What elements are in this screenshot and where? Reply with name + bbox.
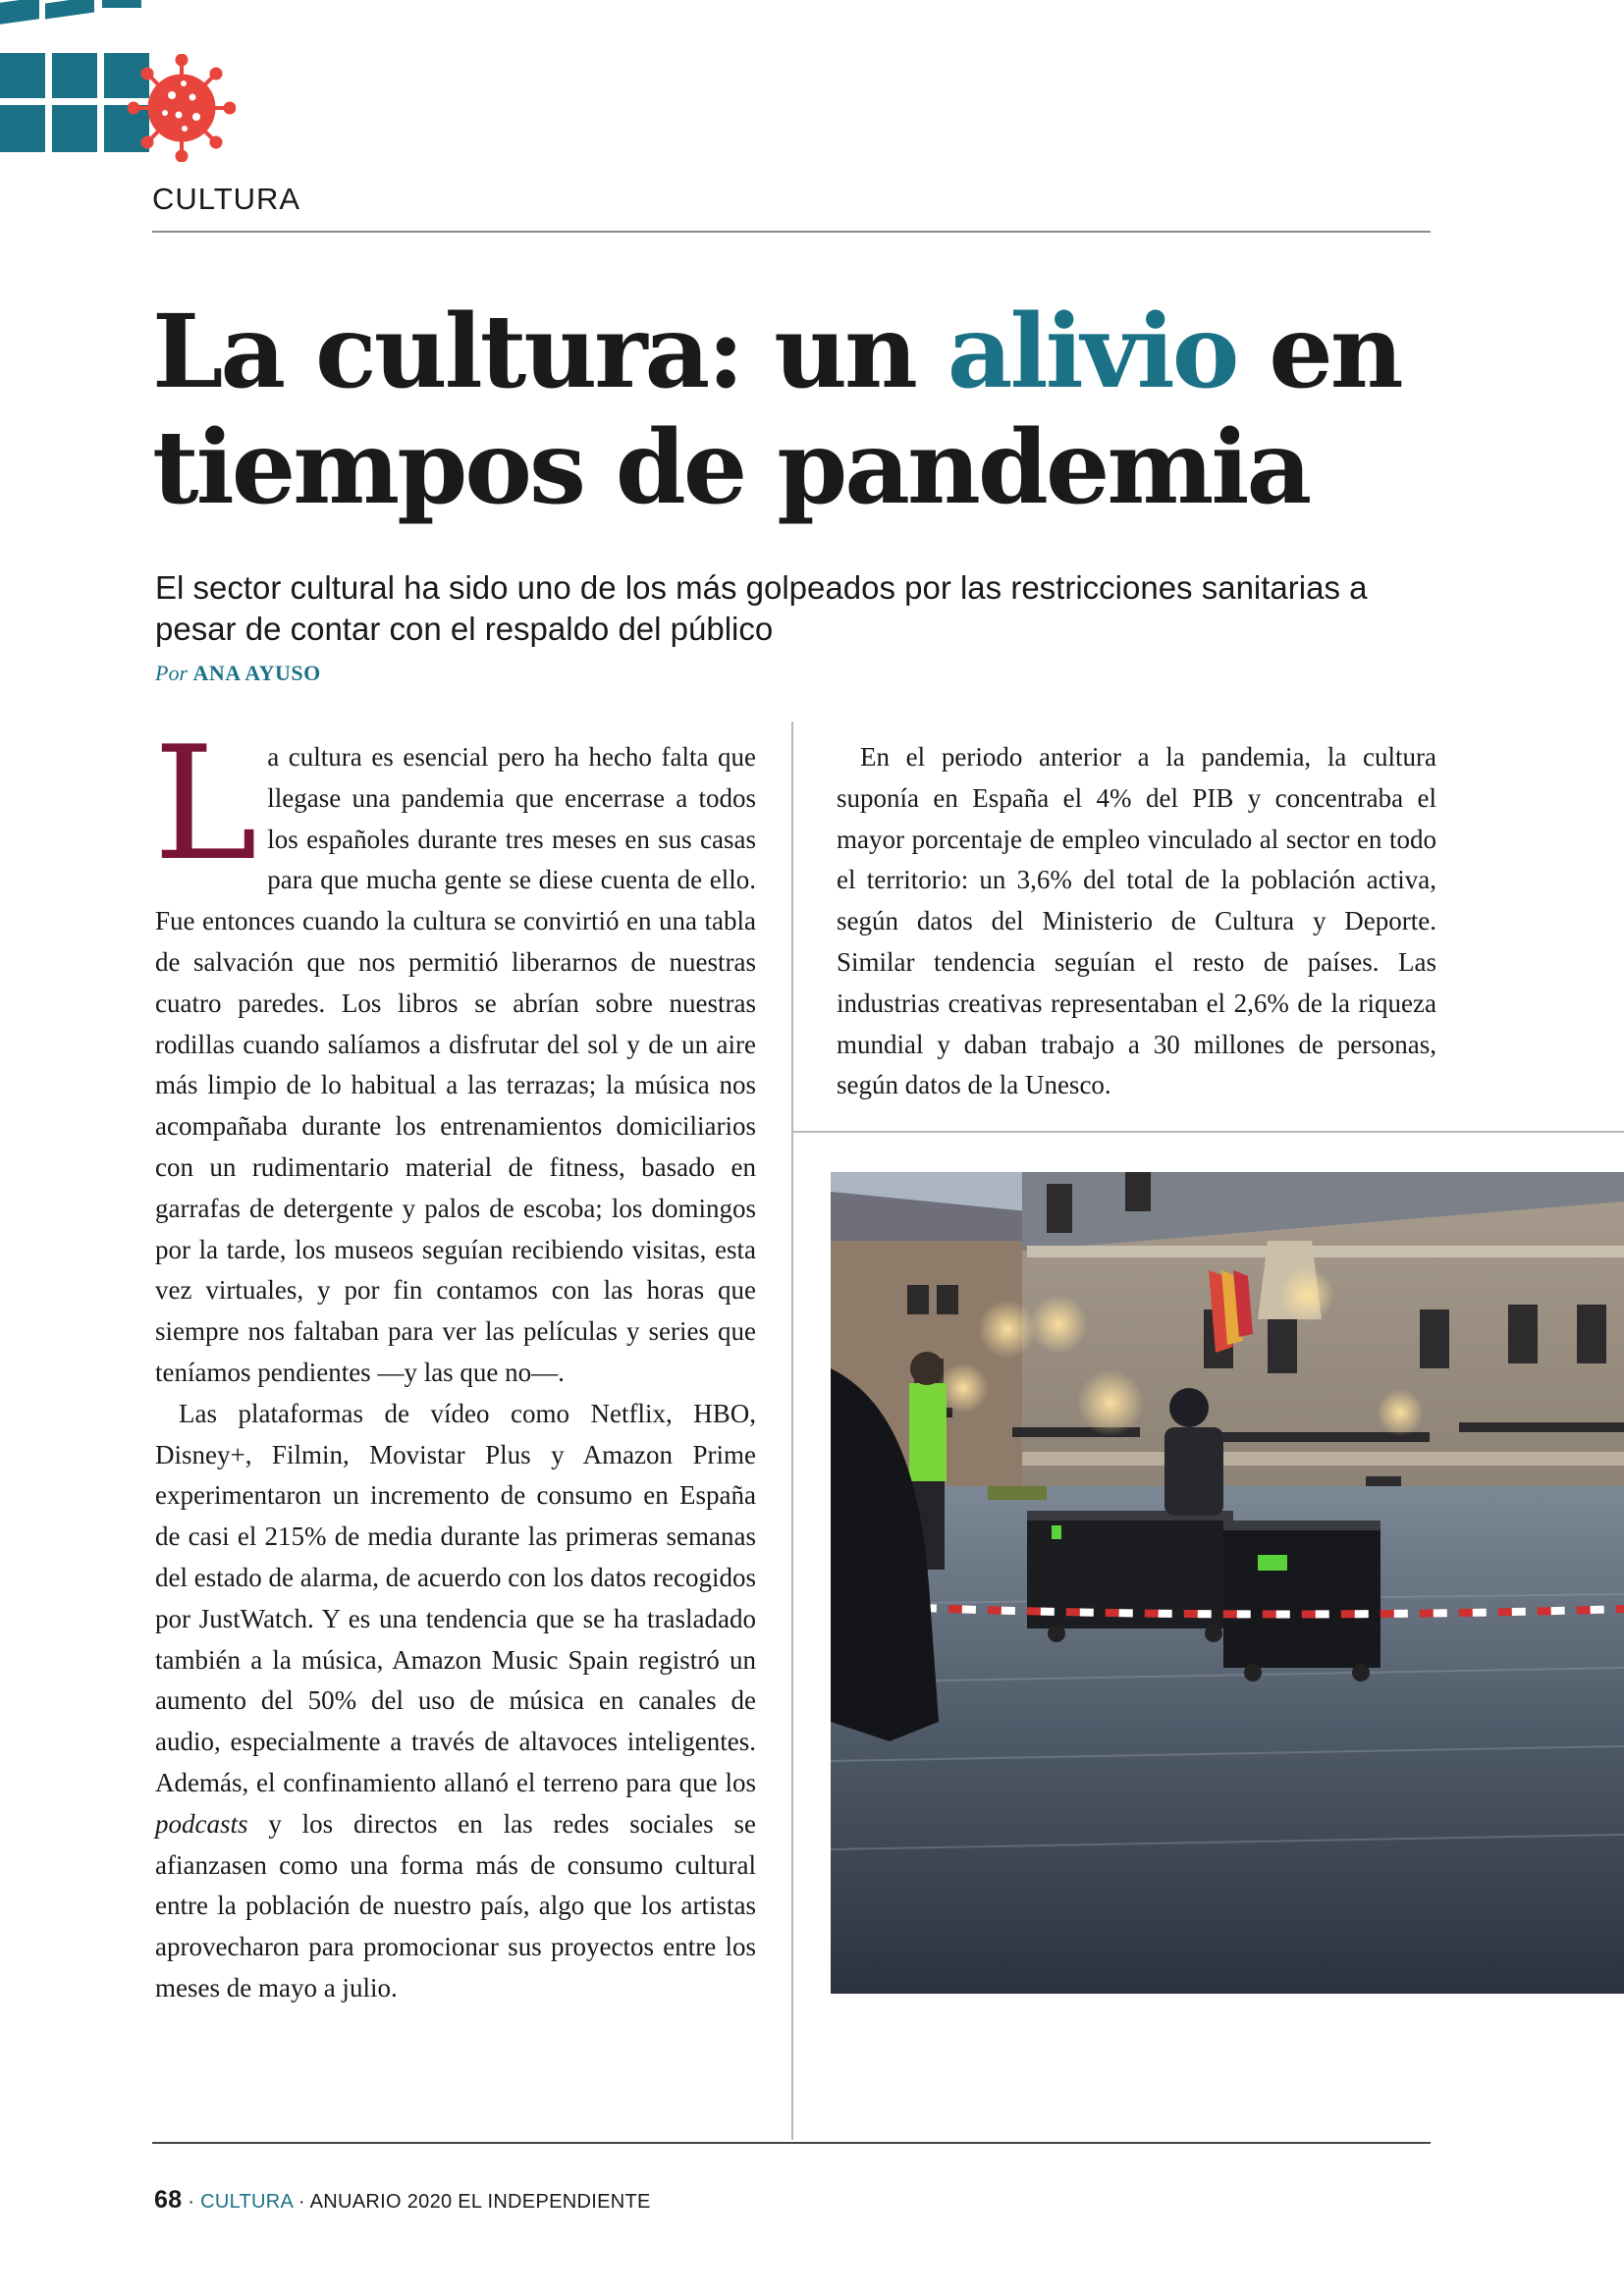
paragraph-2 <box>155 1394 756 2009</box>
page-number: 68 <box>154 2186 183 2214</box>
byline-name: ANA AYUSO <box>192 661 321 685</box>
footer-publication: ANUARIO 2020 EL INDEPENDIENTE <box>309 2191 651 2213</box>
footer-separator: · <box>182 2191 201 2213</box>
byline-prefix: Por <box>155 661 188 685</box>
dropcap: L <box>153 712 258 895</box>
right-column <box>837 737 1436 1106</box>
paragraph-3: En el periodo anterior a la pandemia, la cultura suponía en España el 4% del PIB y concentraba el mayor porcentaje de empleo vinculado al sector en todo el territorio: un 3,6% del total de la población activa, según datos del Ministerio de Cultura y Deporte. Similar tendencia seguían el resto de países. Las industrias creativas representaban el 2,6% de la riqueza mundial y daban trabajo a 30 millones de personas, según datos de la Unesco. <box>837 742 1436 1100</box>
footer <box>154 2186 651 2215</box>
virus-icon <box>128 54 236 162</box>
footer-rule <box>152 2142 1431 2144</box>
left-column <box>153 712 756 2009</box>
headline-part2: en tiempos de pandemia <box>152 293 1401 527</box>
column-divider <box>791 721 793 2140</box>
headline-accent: alivio <box>947 293 1237 411</box>
paragraph-2-text-b: y los directos en las redes sociales se afianzasen como una forma más de consumo cultural entre la población de nuestro país, algo que los artistas aprovecharon para promocionar sus proyectos entre los meses de mayo a julio. <box>155 1808 756 2002</box>
paragraph-2-italic: podcasts <box>155 1808 248 1839</box>
article-photo <box>831 1172 1624 1994</box>
paragraph-1 <box>153 712 756 1394</box>
right-column-rule <box>793 1131 1624 1133</box>
header-rule <box>152 231 1431 233</box>
footer-section: CULTURA <box>200 2191 294 2213</box>
paragraph-1-text: a cultura es esencial pero ha hecho falta que llegase una pandemia que encerrase a todos los españoles durante tres meses en sus casas para que mucha gente se diese cuenta de ello. Fue entonces cuando la cultura se convirtió en una tabla de salvación que nos permitió liberarnos de nuestras cuatro paredes. Los libros se abrían sobre nuestras rodillas cuando salíamos a disfrutar del sol y de un aire más limpio de lo habitual a las terrazas; la música nos acompañaba durante los entrenamientos domiciliarios con un rudimentario material de fitness, basado en garrafas de detergente y palos de escoba; los domingos por la tarde, los museos seguían recibiendo visitas, esta vez virtuales, y por fin contamos con las horas que siempre nos faltaban para ver las películas y series que teníamos pendientes —y las que no—. <box>155 742 756 1387</box>
paragraph-2-text-a: Las plataformas de vídeo como Netflix, HBO, Disney+, Filmin, Movistar Plus y Amazon Prime experimentaron un incremento de consumo en España de casi el 215% de media durante las primeras semanas del estado de alarma, de acuerdo con los datos recogidos por JustWatch. Y es una tendencia que se ha trasladado también a la música, Amazon Music Spain registró un aumento del 50% del uso de música en canales de audio, especialmente a través de altavoces inteligentes. Además, el confinamiento allanó el terreno para que los <box>155 1398 756 1797</box>
headline <box>152 294 1478 526</box>
section-label: CULTURA <box>152 182 301 216</box>
footer-separator: · <box>293 2191 310 2213</box>
photo-illustration <box>831 1172 1624 1994</box>
headline-part1: La cultura: un <box>152 293 947 411</box>
byline <box>155 661 321 686</box>
subtitle: El sector cultural ha sido uno de los más golpeados por las restricciones sanitarias a pesar de contar con el respaldo del público <box>155 569 1368 647</box>
